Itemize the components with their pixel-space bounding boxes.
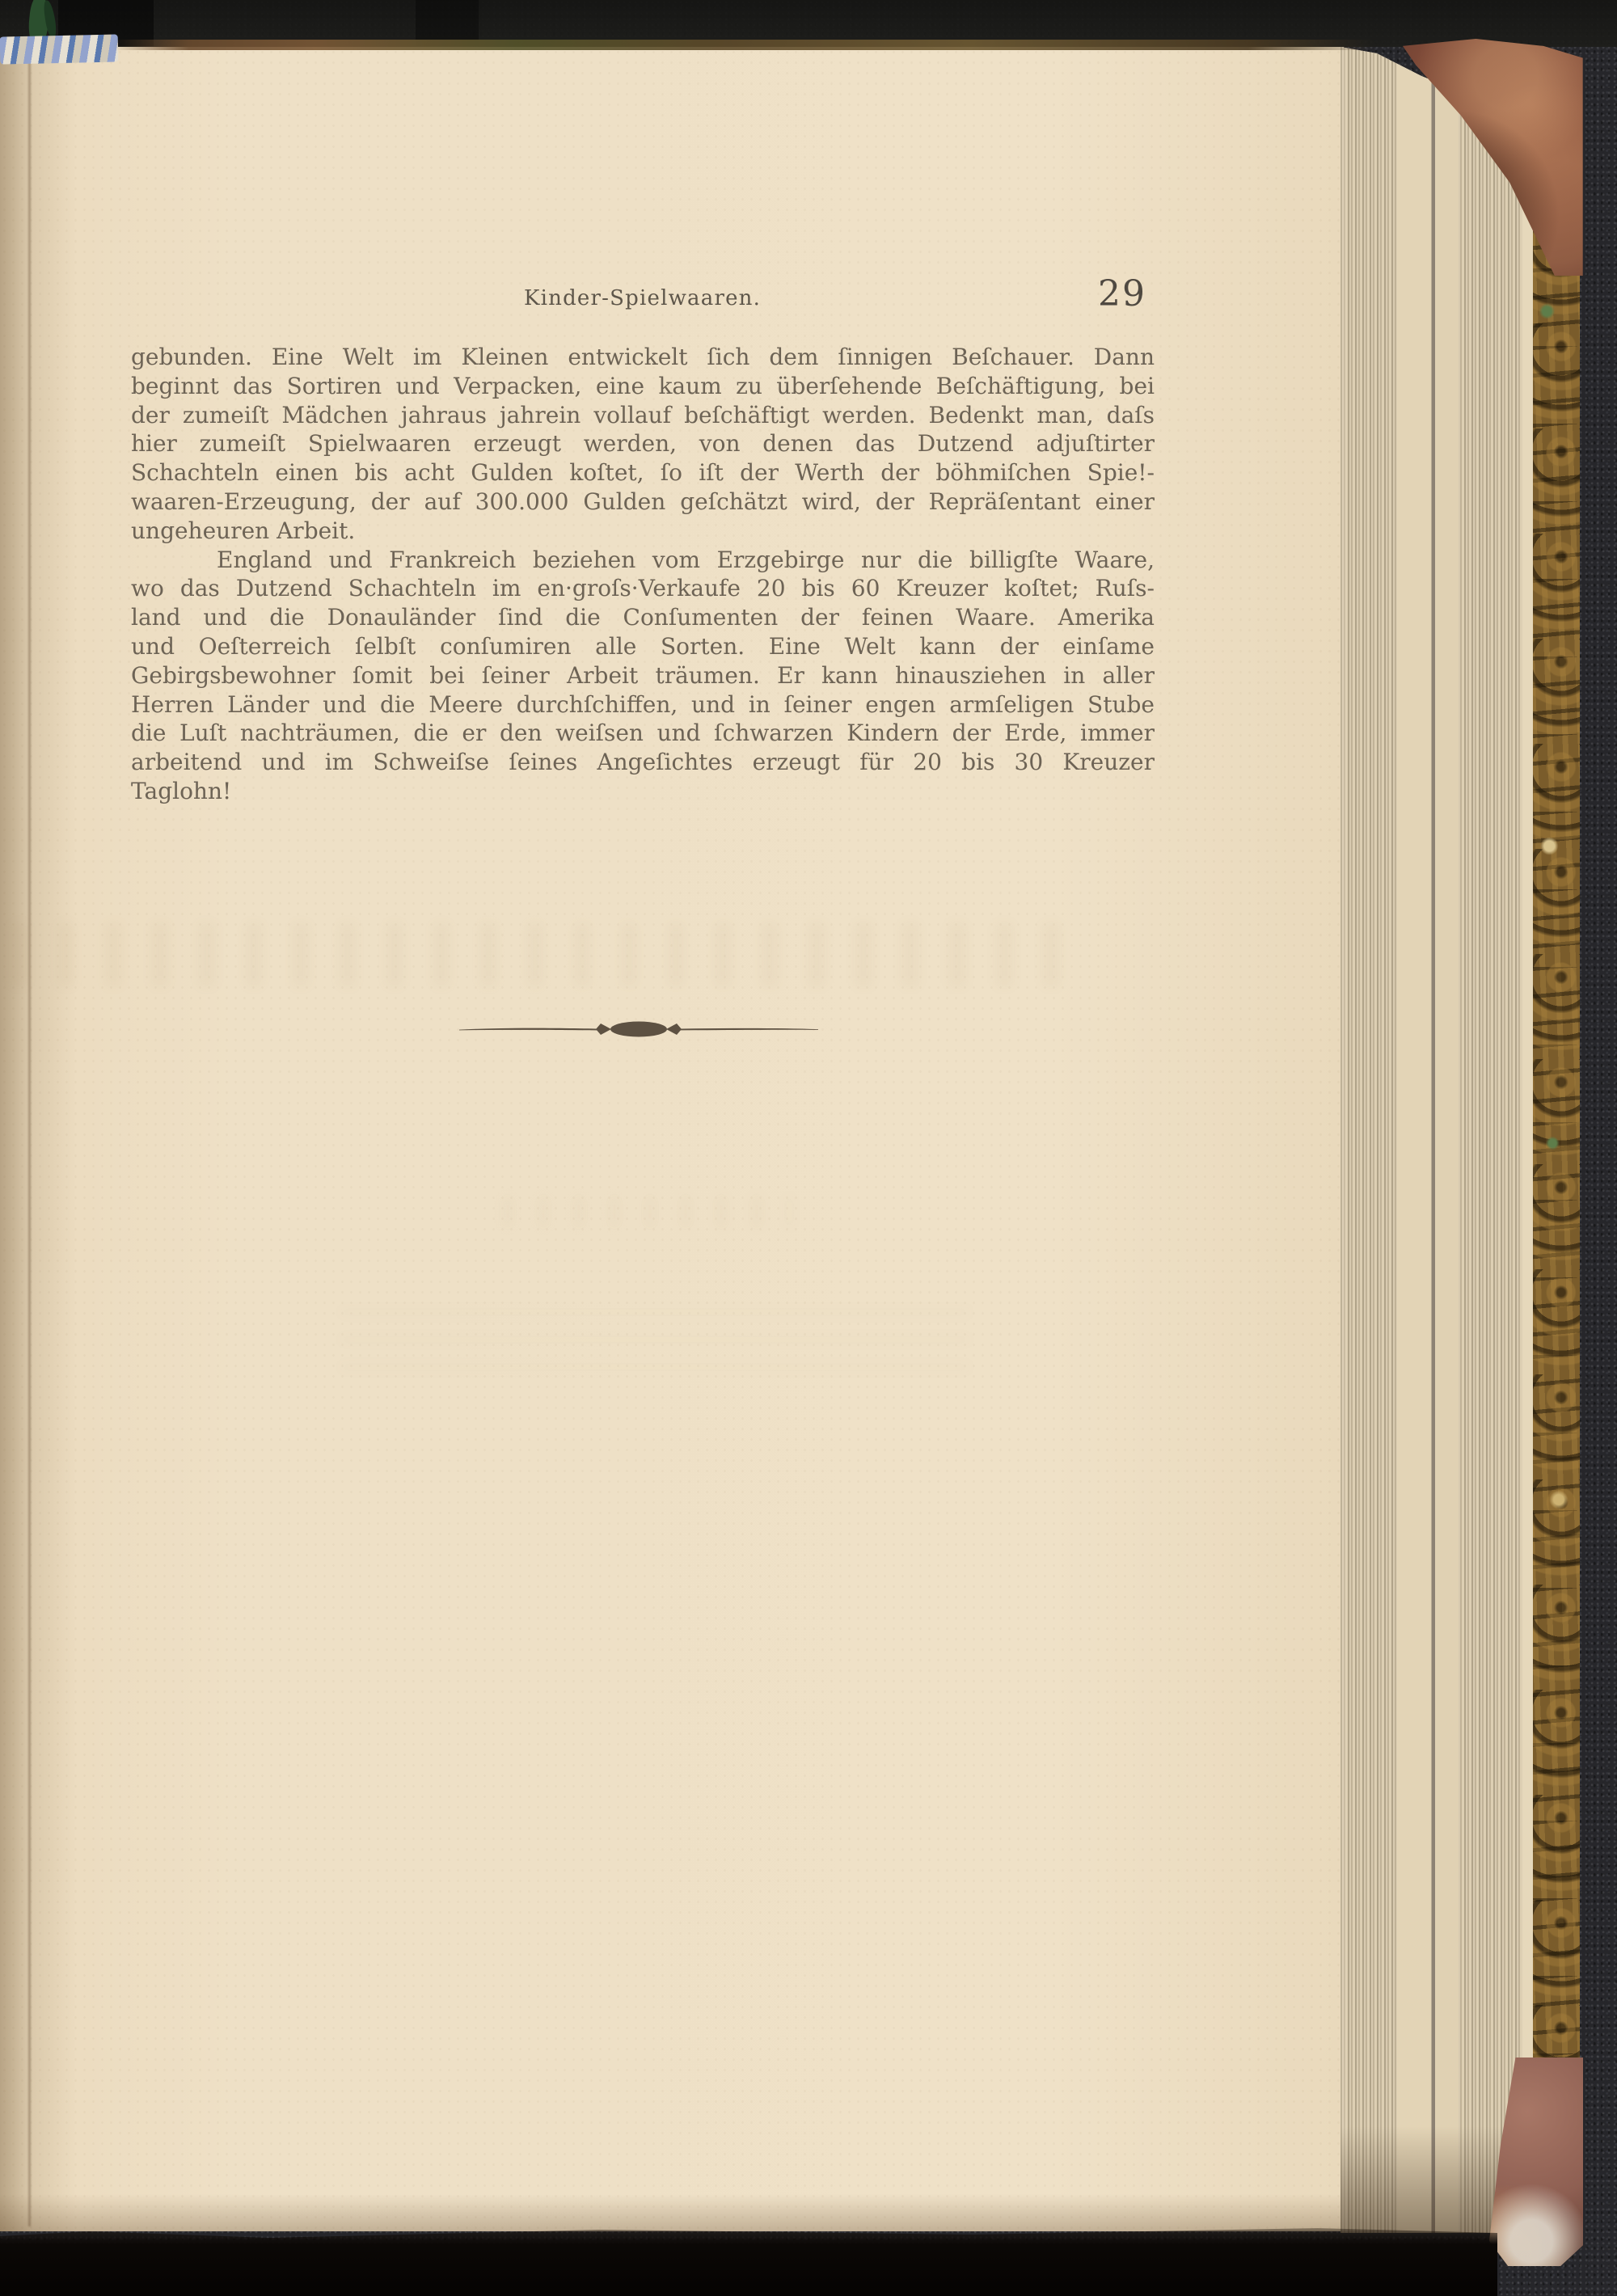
text-line: hier zumeiſt Spielwaaren erzeugt werden, von denen das Dutzend adjuſtirter bbox=[131, 430, 1155, 458]
text-line: gebunden. Eine Welt im Kleinen entwickelt ſich dem ſinnigen Beſchauer. Dann bbox=[131, 344, 1155, 370]
running-header: Kinder-Spielwaaren. bbox=[524, 286, 762, 310]
book-endband bbox=[0, 34, 118, 64]
show-through-ghost bbox=[340, 1287, 970, 1371]
text-line: und Oeſterreich ſelbſt conſumiren alle Sorten. Eine Welt kann der einſame bbox=[131, 632, 1155, 660]
page-edge-stack bbox=[1340, 45, 1535, 2233]
show-through-ghost bbox=[11, 923, 1062, 986]
body-text bbox=[131, 343, 1155, 806]
section-divider-ornament bbox=[453, 1017, 825, 1041]
text-line: beginnt das Sortiren und Verpacken, eine kaum zu überſehende Beſchäftigung, bei bbox=[131, 372, 1155, 399]
text-line: land und die Donauländer ſind die Conſumenten der feinen Waare. Amerika bbox=[131, 604, 1155, 631]
text-line: wo das Dutzend Schachteln im en·groſs·Verkaufe 20 bis 60 Kreuzer koſtet; Ruſs- bbox=[131, 575, 1155, 602]
page-number: 29 bbox=[1098, 273, 1146, 314]
text-line: Taglohn! bbox=[131, 777, 232, 804]
board-top-edge bbox=[113, 40, 1374, 50]
text-line: Schachteln einen bis acht Gulden koſtet, ſo iſt der Werth der böhmiſchen Spie!- bbox=[131, 459, 1155, 487]
text-line: die Luſt nachträumen, die er den weiſsen und ſchwarzen Kindern der Erde, immer bbox=[131, 720, 1155, 747]
gutter-crease bbox=[28, 58, 31, 2226]
text-line: Herren Länder und die Meere durchſchiffen, und in ſeiner engen armſeligen Stube bbox=[131, 690, 1155, 718]
page-bottom-shading bbox=[0, 2194, 1344, 2231]
text-line: England und Frankreich beziehen vom Erzgebirge nur die billigſte Waare, bbox=[217, 546, 1155, 573]
text-line: ungeheuren Arbeit. bbox=[131, 517, 356, 544]
text-line: Gebirgsbewohner ſomit bei ſeiner Arbeit träumen. Er kann hinausziehen in aller bbox=[131, 661, 1155, 689]
text-line: arbeitend und im Schweiſse ſeines Angeſichtes erzeugt für 20 bis 30 Kreuzer bbox=[131, 749, 1155, 776]
marbled-cover-edge bbox=[1533, 113, 1580, 2094]
book-page bbox=[0, 47, 1344, 2231]
gutter-shading bbox=[0, 47, 77, 2231]
show-through-ghost bbox=[501, 1195, 792, 1229]
text-line: der zumeiſt Mädchen jahraus jahrein vollauf beſchäftigt werden. Bedenkt man, daſs bbox=[131, 401, 1155, 428]
bottom-shadow bbox=[0, 2228, 1497, 2296]
text-line: waaren-Erzeugung, der auf 300.000 Gulden geſchätzt wird, der Repräſentant einer bbox=[131, 487, 1155, 515]
